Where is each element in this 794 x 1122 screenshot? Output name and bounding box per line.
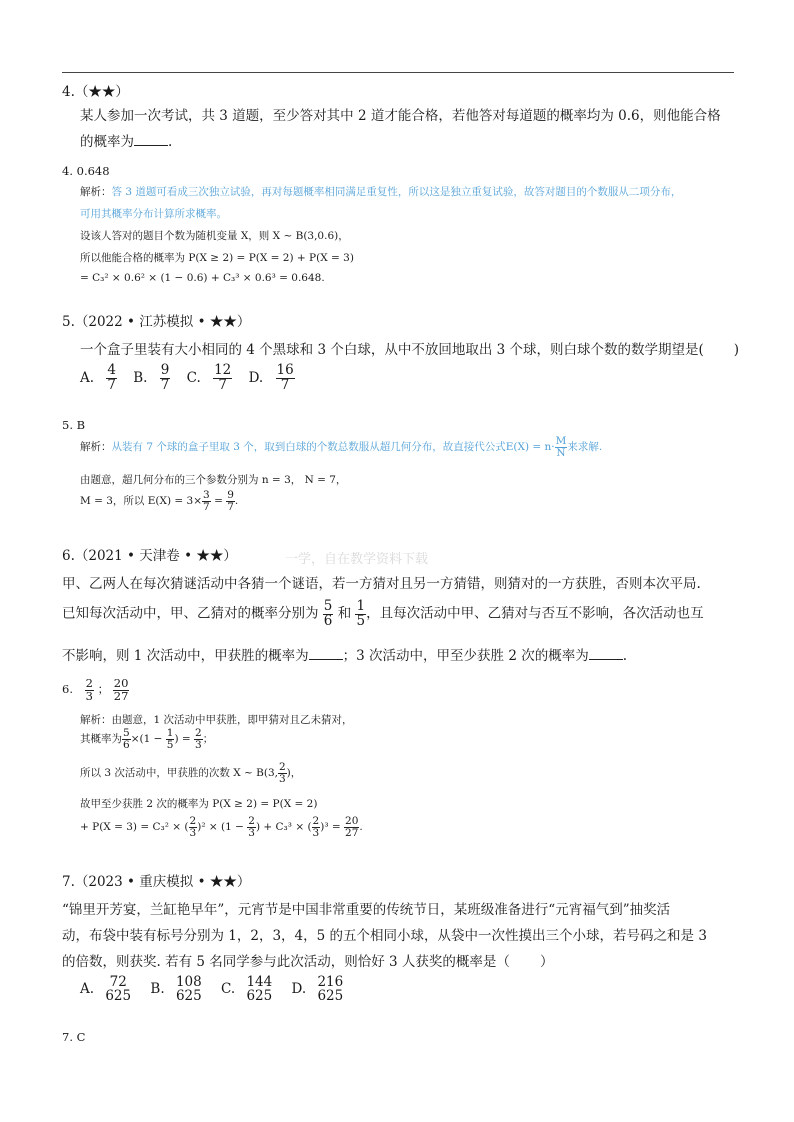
q5-option-b-label: B. <box>133 369 148 386</box>
q7-option-a-den: 625 <box>105 987 132 1004</box>
q6-analysis-line1 <box>80 712 353 727</box>
q6-analysis-l5-end: . <box>359 821 363 833</box>
q6-analysis-l5-f1-den: 3 <box>189 826 197 839</box>
q6-analysis-line3 <box>80 762 301 784</box>
q6-analysis-l5-f3-den: 3 <box>312 826 320 839</box>
q6-analysis-l2-c-den: 3 <box>195 738 202 751</box>
q5-header: 5.（2022 • 江苏模拟 • ★★） <box>62 314 251 330</box>
q6-analysis-l5-text: + P(X = 3) = C₃² × ( <box>80 821 189 833</box>
q6-stem-line3 <box>62 644 627 664</box>
q6-analysis-label: 解析： <box>80 714 112 726</box>
q6-analysis-l3-end: )， <box>286 767 302 779</box>
q6-analysis-l3-den: 3 <box>278 772 286 785</box>
q6-analysis-l5-frac4 <box>344 816 359 838</box>
q5-option-b <box>133 362 182 393</box>
q7-stem-line3 <box>62 950 553 970</box>
q5-analysis-frac-den: N <box>556 446 566 459</box>
q4-analysis-line5: = C₃² × 0.6² × (1 − 0.6) + C₃³ × 0.6³ = 0.648. <box>80 272 325 284</box>
q6-answer-frac2 <box>113 678 130 702</box>
q5-analysis-line1 <box>80 436 602 458</box>
q5-analysis-l3-num1: 3 <box>203 489 210 501</box>
q5-analysis-frac-num: M <box>555 435 567 447</box>
q5-stem-text: 一个盒子里装有大小相同的 4 个黑球和 3 个白球，从中不放回地取出 3 个球，则白球个数的数学期望是( <box>80 342 704 358</box>
q6-analysis-l2-b-num: 1 <box>166 727 174 739</box>
q6-blank-1 <box>309 647 343 660</box>
q7-option-d-frac <box>316 976 344 1003</box>
q6-ans1-num: 2 <box>85 676 93 690</box>
q4-answer-blank <box>134 133 168 146</box>
q6-analysis-l5-f2-num: 2 <box>248 815 255 827</box>
q5-option-a-num: 4 <box>107 362 116 378</box>
q6-analysis-l5-frac3 <box>312 816 321 838</box>
q6-analysis-l2-text: 其概率为 <box>80 733 122 745</box>
q7-stem-line3-text: 的倍数，则获奖. 若有 5 名同学参与此次活动，则恰好 3 人获奖的概率是（ <box>62 954 510 970</box>
q5-analysis-l3-num2: 9 <box>227 489 234 501</box>
q5-analysis-l3-eq: = <box>214 495 223 507</box>
q7-option-b-frac <box>175 976 203 1003</box>
q7-option-c <box>221 974 287 1004</box>
q5-analysis-l3-frac1 <box>202 490 211 512</box>
q5-option-b-den: 7 <box>160 376 170 393</box>
q7-option-d-label: D. <box>291 981 307 997</box>
q6-answer-label: 6. <box>62 682 73 696</box>
q7-option-a-label: A. <box>80 981 95 997</box>
q5-option-d-label: D. <box>248 369 264 386</box>
q6-stem-line2 <box>62 600 704 628</box>
q6-p1-num: 5 <box>323 598 333 614</box>
q7-option-a <box>80 974 146 1004</box>
q6-stem-and: 和 <box>337 605 352 622</box>
q6-answer-frac1 <box>85 678 94 702</box>
q5-option-d <box>248 362 307 393</box>
q7-stem-line3-end: ） <box>539 954 554 970</box>
q7-option-c-label: C. <box>221 981 236 997</box>
q6-stem-line3-mid: ；3 次活动中，甲至少获胜 2 次的概率为 <box>342 648 589 664</box>
q6-analysis-l5-f1-num: 2 <box>189 815 197 827</box>
q7-option-c-num: 144 <box>246 974 273 990</box>
q5-analysis-line2: 由题意，超几何分布的三个参数分别为 n = 3， N = 7， <box>80 474 347 486</box>
q5-answer: 5. B <box>62 418 86 432</box>
q6-analysis-l5-mid3: )³ = <box>320 821 341 833</box>
q6-stem-line3-text: 不影响，则 1 次活动中，甲获胜的概率为 <box>62 648 309 664</box>
q6-analysis-l5-mid1: )² × (1 − <box>197 821 244 833</box>
q5-stem <box>80 338 739 358</box>
q5-analysis-blue: 从装有 7 个球的盒子里取 3 个，取到白球的个数总数服从超几何分布，故直接代公式 <box>111 441 506 453</box>
q7-option-b <box>150 974 216 1004</box>
q6-analysis-l5-f4-den: 27 <box>345 826 359 839</box>
q4-analysis-label: 解析： <box>80 186 112 198</box>
q6-analysis-line2 <box>80 728 213 750</box>
q7-option-d-den: 625 <box>317 987 344 1004</box>
q6-ans1-den: 3 <box>85 688 93 703</box>
q6-p2-frac <box>355 600 366 628</box>
q6-answer <box>62 678 129 702</box>
q4-stem-text: 的概率为 <box>80 134 134 150</box>
q4-stem-end: . <box>168 134 173 150</box>
q5-option-c <box>186 362 245 393</box>
q5-option-c-num: 12 <box>214 362 232 378</box>
q5-option-a <box>80 362 129 393</box>
q4-stem-line1: 某人参加一次考试，共 3 道题，至少答对其中 2 道才能合格，若他答对每道题的概率均为 0.6，则他能合格 <box>80 108 721 124</box>
q6-analysis-l5-f2-den: 3 <box>248 826 255 839</box>
q5-analysis-l3-den2: 7 <box>227 500 234 513</box>
q5-option-a-den: 7 <box>107 376 116 393</box>
q6-ans2-num: 20 <box>113 676 129 690</box>
q4-answer: 4. 0.648 <box>62 164 110 178</box>
q6-analysis-l5-frac1 <box>189 816 198 838</box>
q6-analysis-line5 <box>80 816 363 838</box>
q6-p2-num: 1 <box>356 598 366 614</box>
q7-option-a-frac <box>104 976 132 1003</box>
q5-analysis-l3-den1: 7 <box>203 500 210 513</box>
q5-options <box>80 364 307 392</box>
q6-analysis-l2-eq: ) = <box>174 733 191 745</box>
q6-analysis-l2-frac-a <box>122 728 131 750</box>
q6-analysis-l3-num: 2 <box>278 761 286 773</box>
q7-options <box>80 976 358 1003</box>
q7-option-b-label: B. <box>150 981 165 997</box>
q6-analysis-l2-frac-c <box>194 728 203 750</box>
q5-analysis-formula: E(X) = n· <box>505 441 555 453</box>
q5-option-b-num: 9 <box>160 362 170 378</box>
q6-stem-line1: 甲、乙两人在每次猜谜活动中各猜一个谜语，若一方猜对且另一方猜错，则猜对的一方获胜，否则本次平局. <box>62 576 701 592</box>
q5-option-a-label: A. <box>80 369 95 386</box>
q7-stem-line2: 动，布袋中装有标号分别为 1，2，3，4，5 的五个相同小球，从袋中一次性摸出三个小球，若号码之和是 3 <box>62 928 707 944</box>
q7-option-d-num: 216 <box>317 974 344 990</box>
q6-analysis-l2-mid: ×(1 − <box>130 733 163 745</box>
q5-analysis-label: 解析： <box>80 441 112 453</box>
q6-analysis-l2-b-den: 5 <box>166 738 174 751</box>
q6-stem-line3-end: . <box>622 648 628 664</box>
q6-analysis-l5-mid2: ) + C₃³ × ( <box>255 821 312 833</box>
q4-stem-line2 <box>80 130 172 150</box>
q6-analysis-l2-a-den: 6 <box>123 738 130 751</box>
q4-header: 4.（★★） <box>62 84 129 100</box>
q5-analysis-line3 <box>80 490 238 512</box>
q7-option-c-frac <box>245 976 273 1003</box>
q5-analysis-blue-tail: 来求解. <box>567 441 603 453</box>
q7-header: 7.（2023 • 重庆模拟 • ★★） <box>62 874 251 890</box>
watermark: 一学，自在教学资料下载 <box>285 552 429 567</box>
q6-blank-2 <box>589 647 623 660</box>
q6-analysis-l5-frac2 <box>247 816 256 838</box>
q7-option-b-num: 108 <box>175 974 202 990</box>
q5-analysis-l3-text: M = 3，所以 E(X) = 3× <box>80 495 203 507</box>
q6-p1-frac <box>323 600 334 628</box>
q5-analysis-frac <box>555 436 568 458</box>
q6-analysis-l3-text: 所以 3 次活动中，甲获胜的次数 X ~ B(3, <box>80 767 278 779</box>
q6-analysis-l3-frac <box>278 762 287 784</box>
q6-header: 6.（2021 • 天津卷 • ★★） <box>62 548 237 564</box>
q4-analysis-line4: 所以他能合格的概率为 P(X ≥ 2) = P(X = 2) + P(X = 3) <box>80 252 354 264</box>
q6-ans2-den: 27 <box>113 688 129 703</box>
q6-p1-den: 6 <box>323 612 333 629</box>
q5-analysis-l3-frac2 <box>226 490 235 512</box>
q6-analysis-l2-end: ； <box>202 733 214 745</box>
q6-analysis-l2-a-num: 5 <box>123 727 130 739</box>
q6-analysis-l2-c-num: 2 <box>195 727 202 739</box>
q7-answer: 7. C <box>62 1030 86 1044</box>
q5-option-d-frac <box>276 364 295 392</box>
q6-answer-sep: ； <box>97 682 110 696</box>
q7-option-c-den: 625 <box>246 987 273 1004</box>
q5-option-d-den: 7 <box>276 378 295 393</box>
q6-stem-line2-text: 已知每次活动中，甲、乙猜对的概率分别为 <box>62 605 319 622</box>
q5-option-b-frac <box>160 364 171 392</box>
q4-analysis-blue2: 可用其概率分布计算所求概率。 <box>80 208 227 220</box>
q5-analysis-l3-end: . <box>234 495 239 507</box>
q7-option-d <box>291 974 359 1004</box>
q6-analysis-line4: 故甲至少获胜 2 次的概率为 P(X ≥ 2) = P(X = 2) <box>80 798 318 810</box>
q5-option-c-frac <box>213 364 232 392</box>
q6-analysis-l5-f4-num: 20 <box>345 815 359 827</box>
q5-option-a-frac <box>106 364 117 392</box>
q7-option-b-den: 625 <box>175 987 202 1004</box>
q6-analysis-l1-text: 由题意，1 次活动中甲获胜，即甲猜对且乙未猜对， <box>111 714 353 726</box>
q4-analysis-line1 <box>80 184 681 199</box>
q4-analysis-line3: 设该人答对的题目个数为随机变量 X，则 X ~ B(3,0.6)， <box>80 230 349 242</box>
q6-stem-line2-tail: ，且每次活动中甲、乙猜对与否互不影响，各次活动也互 <box>366 605 704 622</box>
q4-analysis-blue1: 答 3 道题可看成三次独立试验，再对每题概率相同满足重复性，所以这是独立重复试验，故答对题目的个数服从二项分布， <box>111 186 682 198</box>
header-rule <box>62 72 734 73</box>
q6-analysis-l5-f3-num: 2 <box>312 815 320 827</box>
q5-stem-end: ) <box>733 342 740 358</box>
q7-option-a-num: 72 <box>109 974 127 990</box>
q7-stem-line1: “锦里开芳宴，兰缸艳早年”，元宵节是中国非常重要的传统节日，某班级准备进行“元宵福气到”抽奖活 <box>62 902 671 918</box>
q6-p2-den: 5 <box>356 612 366 629</box>
q5-option-d-num: 16 <box>276 362 294 378</box>
q5-option-c-den: 7 <box>213 378 232 393</box>
q5-option-c-label: C. <box>186 369 201 386</box>
